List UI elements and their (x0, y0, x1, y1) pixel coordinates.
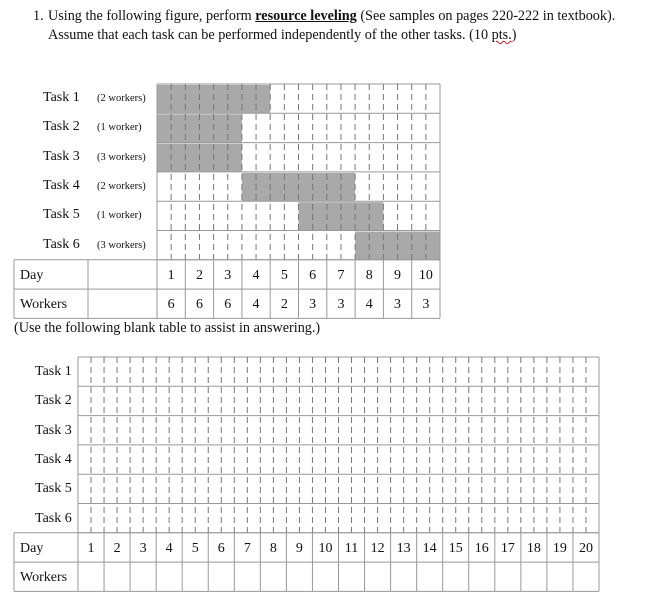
workers-count: 4 (252, 297, 260, 313)
blank-workers-row-label: Workers (20, 570, 68, 586)
task-workers-label: (3 workers) (97, 151, 146, 163)
day-number: 5 (280, 267, 288, 283)
workers-count: 6 (195, 297, 203, 313)
blank-day-number: 20 (578, 540, 593, 556)
workers-count: 4 (365, 297, 373, 313)
blank-task-label: Task 2 (35, 393, 72, 409)
task-workers-label: (2 workers) (97, 180, 146, 192)
blank-day-number: 2 (113, 540, 121, 556)
blank-day-number: 3 (139, 540, 147, 556)
day-number: 1 (167, 267, 175, 283)
blank-day-number: 16 (474, 540, 489, 556)
blank-day-number: 13 (396, 540, 411, 556)
task-label: Task 1 (43, 90, 80, 105)
blank-task-label: Task 6 (35, 510, 72, 526)
blank-day-number: 17 (500, 540, 515, 556)
blank-task-label: Task 1 (35, 364, 72, 379)
question-keyword: resource leveling (255, 8, 357, 24)
blank-day-number: 5 (191, 540, 199, 556)
day-number: 10 (418, 267, 433, 283)
workers-count: 3 (309, 297, 317, 313)
day-number: 9 (394, 267, 402, 283)
task-label: Task 2 (43, 119, 80, 135)
blank-day-number: 9 (295, 540, 303, 556)
task-label: Task 6 (43, 236, 80, 252)
task-workers-label: (3 workers) (97, 239, 146, 251)
day-row-label: Day (20, 267, 44, 283)
blank-day-number: 8 (269, 540, 277, 556)
question-number: 1. (33, 8, 44, 24)
workers-count: 3 (337, 297, 345, 313)
blank-day-number: 19 (552, 540, 567, 556)
instruction-note: (Use the following blank table to assist in answering.) (14, 320, 321, 336)
blank-day-number: 12 (370, 540, 385, 556)
task-workers-label: (1 worker) (97, 122, 142, 134)
blank-day-number: 14 (422, 540, 437, 556)
workers-count: 2 (280, 297, 288, 313)
day-number: 3 (224, 267, 232, 283)
workers-count: 3 (422, 297, 430, 313)
blank-day-number: 15 (448, 540, 463, 556)
blank-day-number: 1 (87, 540, 95, 556)
day-number: 4 (252, 267, 260, 283)
task-label: Task 5 (43, 207, 80, 223)
workers-count: 6 (224, 297, 232, 313)
question-rest: (See samples on pages 220-222 in (356, 8, 554, 24)
blank-task-label: Task 4 (35, 451, 72, 467)
task-workers-label: (2 workers) (97, 93, 146, 104)
blank-day-number: 4 (165, 540, 173, 556)
task-label: Task 3 (43, 148, 80, 164)
blank-task-label: Task 5 (35, 481, 72, 497)
question-line2: textbook). Assume that each task can be performed independently of the other tasks. (10 (48, 8, 616, 43)
blank-day-number: 18 (526, 540, 541, 556)
workers-count: 6 (167, 297, 175, 313)
day-number: 2 (195, 267, 203, 283)
day-number: 8 (365, 267, 373, 283)
day-number: 7 (337, 267, 345, 283)
blank-day-number: 11 (344, 540, 359, 556)
day-number: 6 (309, 267, 317, 283)
blank-task-label: Task 3 (35, 422, 72, 438)
task-workers-label: (1 worker) (97, 210, 142, 222)
blank-day-number: 7 (243, 540, 251, 556)
question-lead: Using the following figure, perform (48, 8, 256, 24)
workers-count: 3 (394, 297, 402, 313)
blank-day-number: 10 (318, 540, 333, 556)
question-points: pts. (491, 27, 512, 43)
blank-day-number: 6 (217, 540, 225, 556)
task-label: Task 4 (43, 177, 80, 193)
blank-day-row-label: Day (20, 540, 44, 556)
question-close: ) (511, 27, 517, 43)
workers-row-label: Workers (20, 297, 68, 313)
